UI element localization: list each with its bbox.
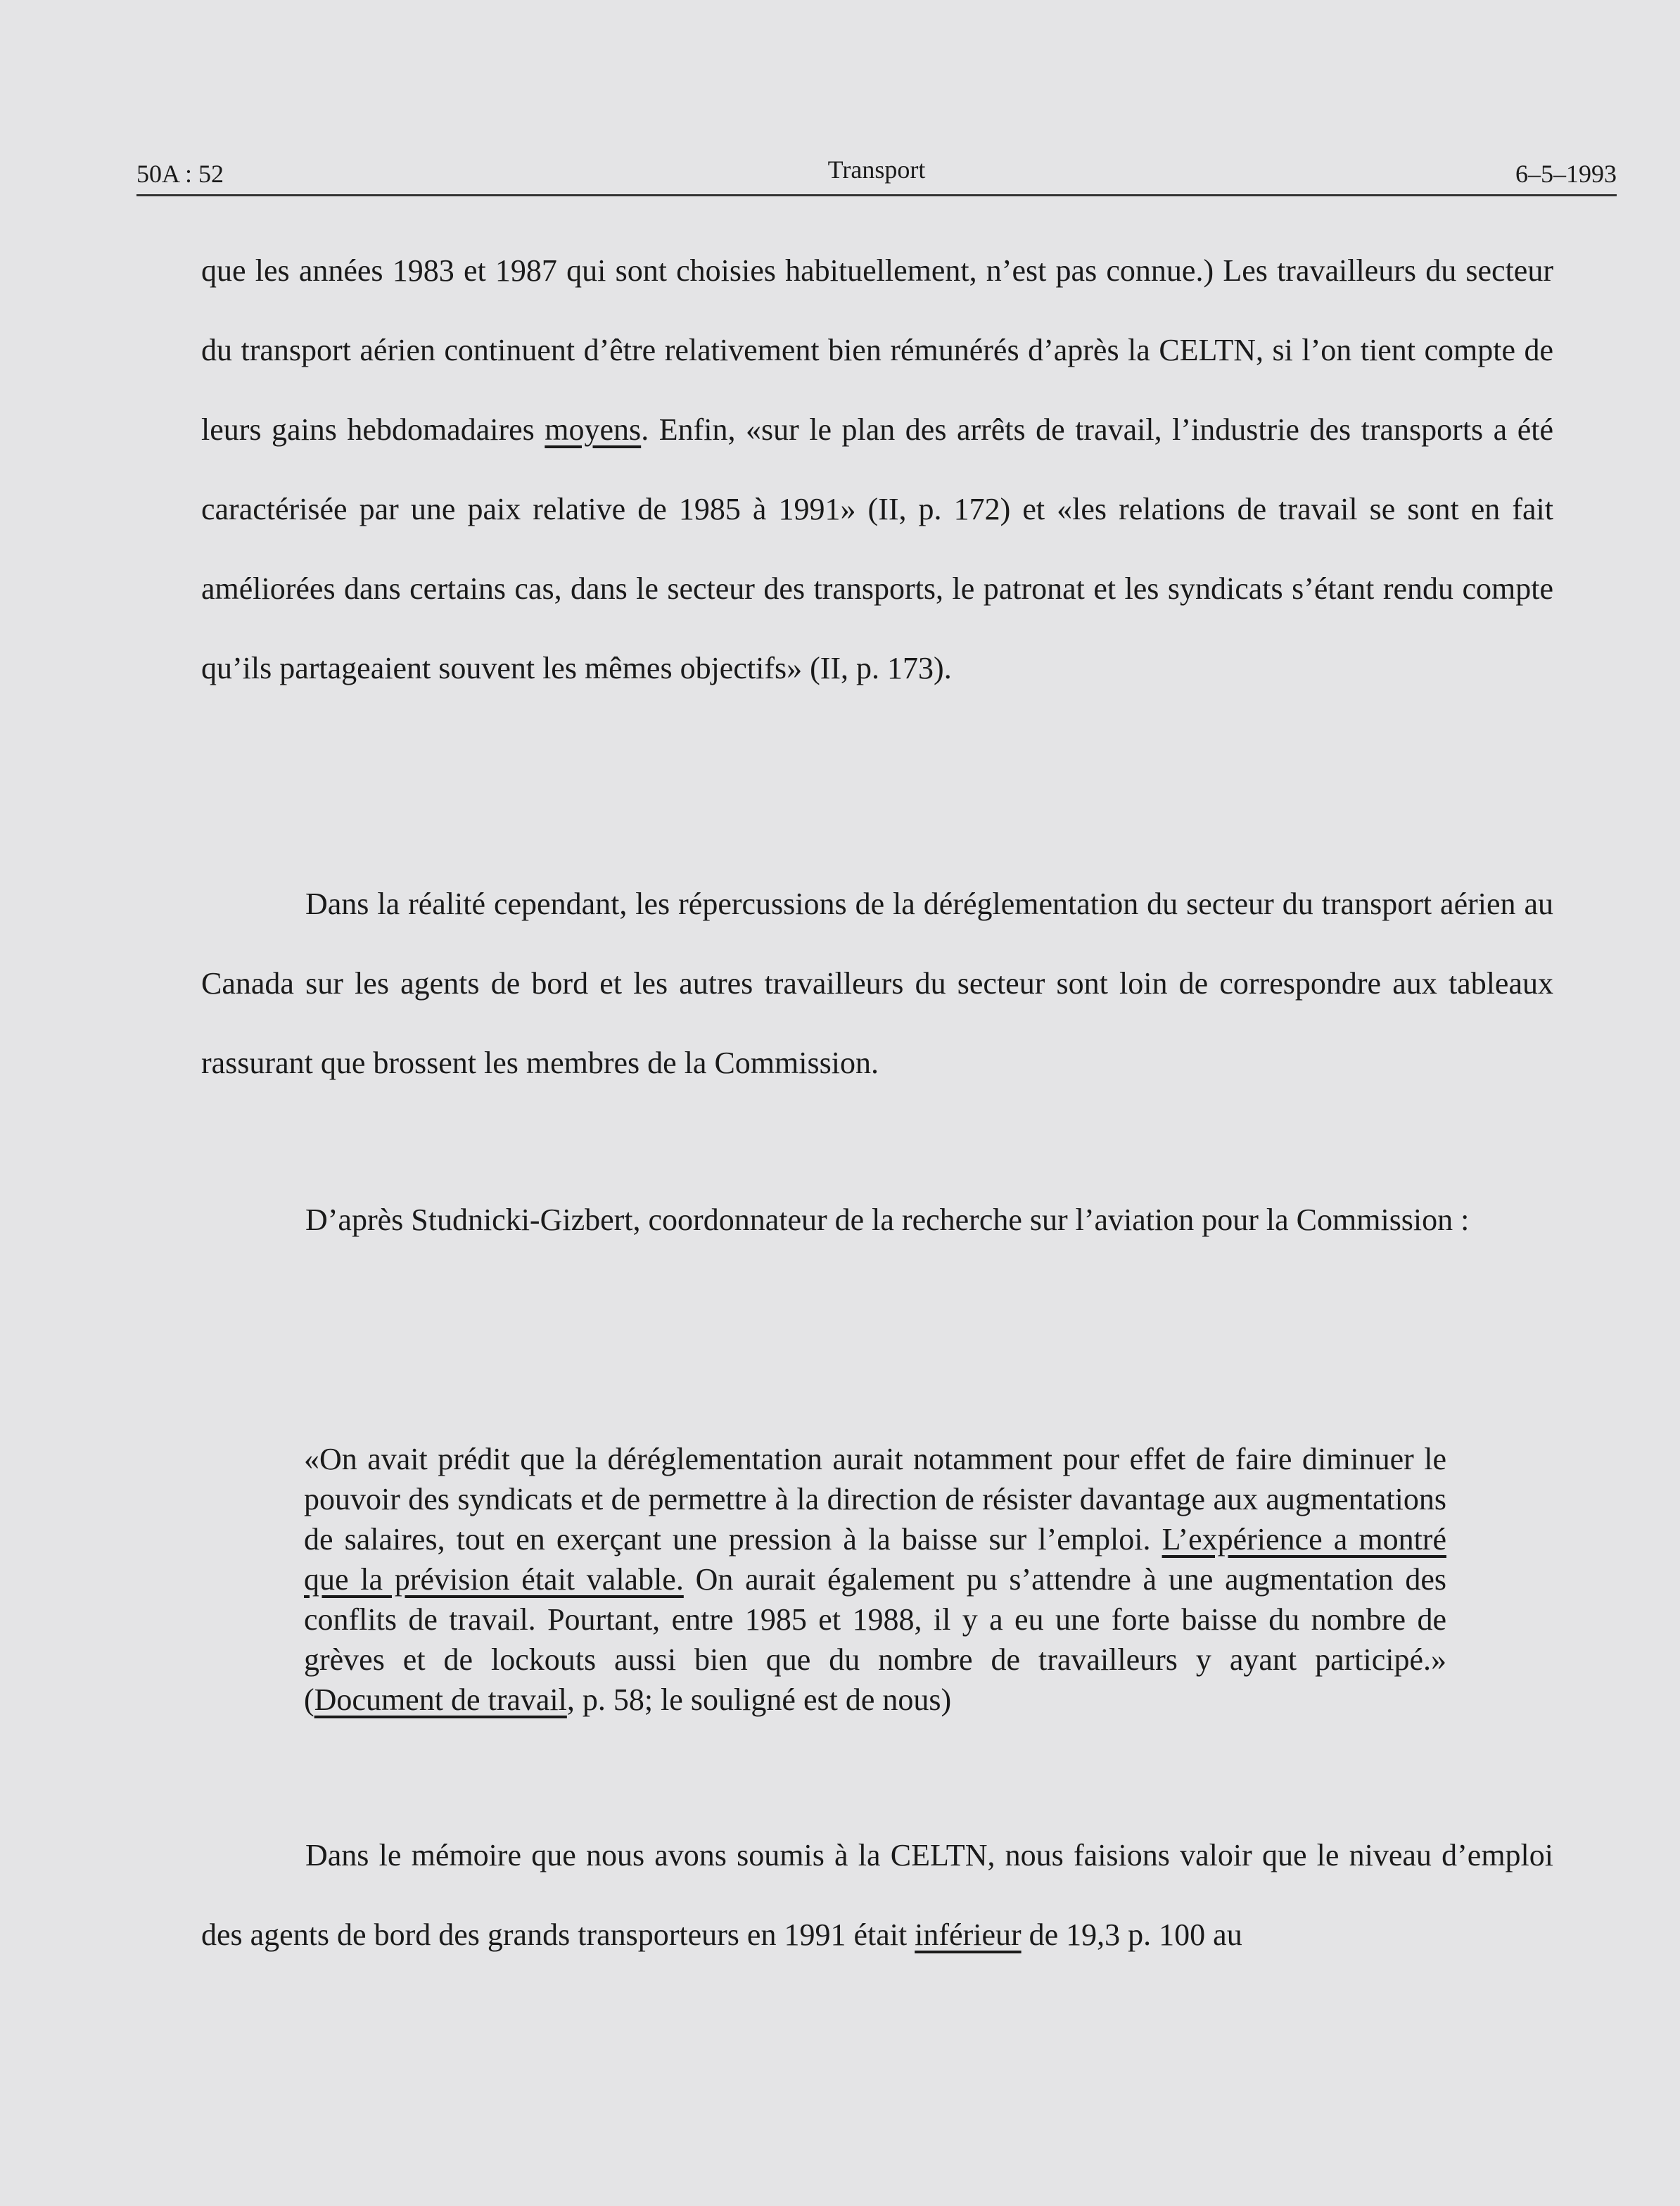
paragraph-1-underlined: moyens xyxy=(545,412,642,447)
running-title: Transport xyxy=(827,156,926,184)
paragraph-4-text-a: Dans le mémoire que nous avons soumis à la CELTN, nous faisions valoir que le niveau d’emploi des agents de bord des grands transporteurs en 1991 était xyxy=(201,1838,1553,1952)
page-number: 50A : 52 xyxy=(136,160,224,188)
header-rule xyxy=(136,194,1617,196)
paragraph-1-text-b: . Enfin, «sur le plan des arrêts de travail, l’industrie des transports a été caractérisée par une paix relative de 1985 à 1991» (II, p. 172) et «les relations de travail se sont en fait améliorées dans certains cas, dans le secteur des transports, le patronat et les syndicats s’étant rendu compte qu’ils partageaient souvent les mêmes objectifs» (II, p. 173). xyxy=(201,412,1554,685)
quote-underlined-2: Document de travail xyxy=(314,1682,567,1717)
paragraph-1 xyxy=(201,231,1553,708)
paragraph-2: Dans la réalité cependant, les répercussions de la déréglementation du secteur du transport aérien au Canada sur les agents de bord et les autres travailleurs du secteur sont loin de correspondre aux tableaux rassurant que brossent les membres de la Commission. xyxy=(201,887,1553,1080)
paragraph-1-text-a: que les années 1983 et 1987 qui sont choisies habituellement, n’est pas connue.) Les travailleurs du secteur du transport aérien continuent d’être relativement bien rémunérés d’après la CELTN, si l’on tient compte de leurs gains hebdomadaires xyxy=(201,253,1553,447)
block-quote xyxy=(304,1439,1446,1720)
quote-text-c: , p. 58; le souligné est de nous) xyxy=(566,1682,952,1717)
header-date: 6–5–1993 xyxy=(1515,160,1617,188)
quote-underlined-1: L’expérience a montré que la prévision était valable. xyxy=(304,1522,1446,1597)
paragraph-4-underlined: inférieur xyxy=(915,1917,1022,1952)
paragraph-4 xyxy=(201,1815,1553,1974)
quote-text-a: «On avait prédit que la déréglementation aurait notamment pour effet de faire diminuer le pouvoir des syndicats et de permettre à la direction de résister davantage aux augmentations de salaires, tout en exerçant une pression à la baisse sur l’emploi. xyxy=(304,1442,1446,1557)
page-header xyxy=(136,155,1617,197)
quote-text-b: On aurait également pu s’attendre à une augmentation des conflits de travail. Pourtant, entre 1985 et 1988, il y a eu une forte baisse du nombre de grèves et de lockouts aussi bien que du nombre de travailleurs y ayant participé.» ( xyxy=(304,1562,1446,1717)
paragraph-3: D’après Studnicki-Gizbert, coordonnateur de la recherche sur l’aviation pour la Commission : xyxy=(305,1203,1470,1237)
paragraph-4-text-b: de 19,3 p. 100 au xyxy=(1021,1917,1242,1952)
